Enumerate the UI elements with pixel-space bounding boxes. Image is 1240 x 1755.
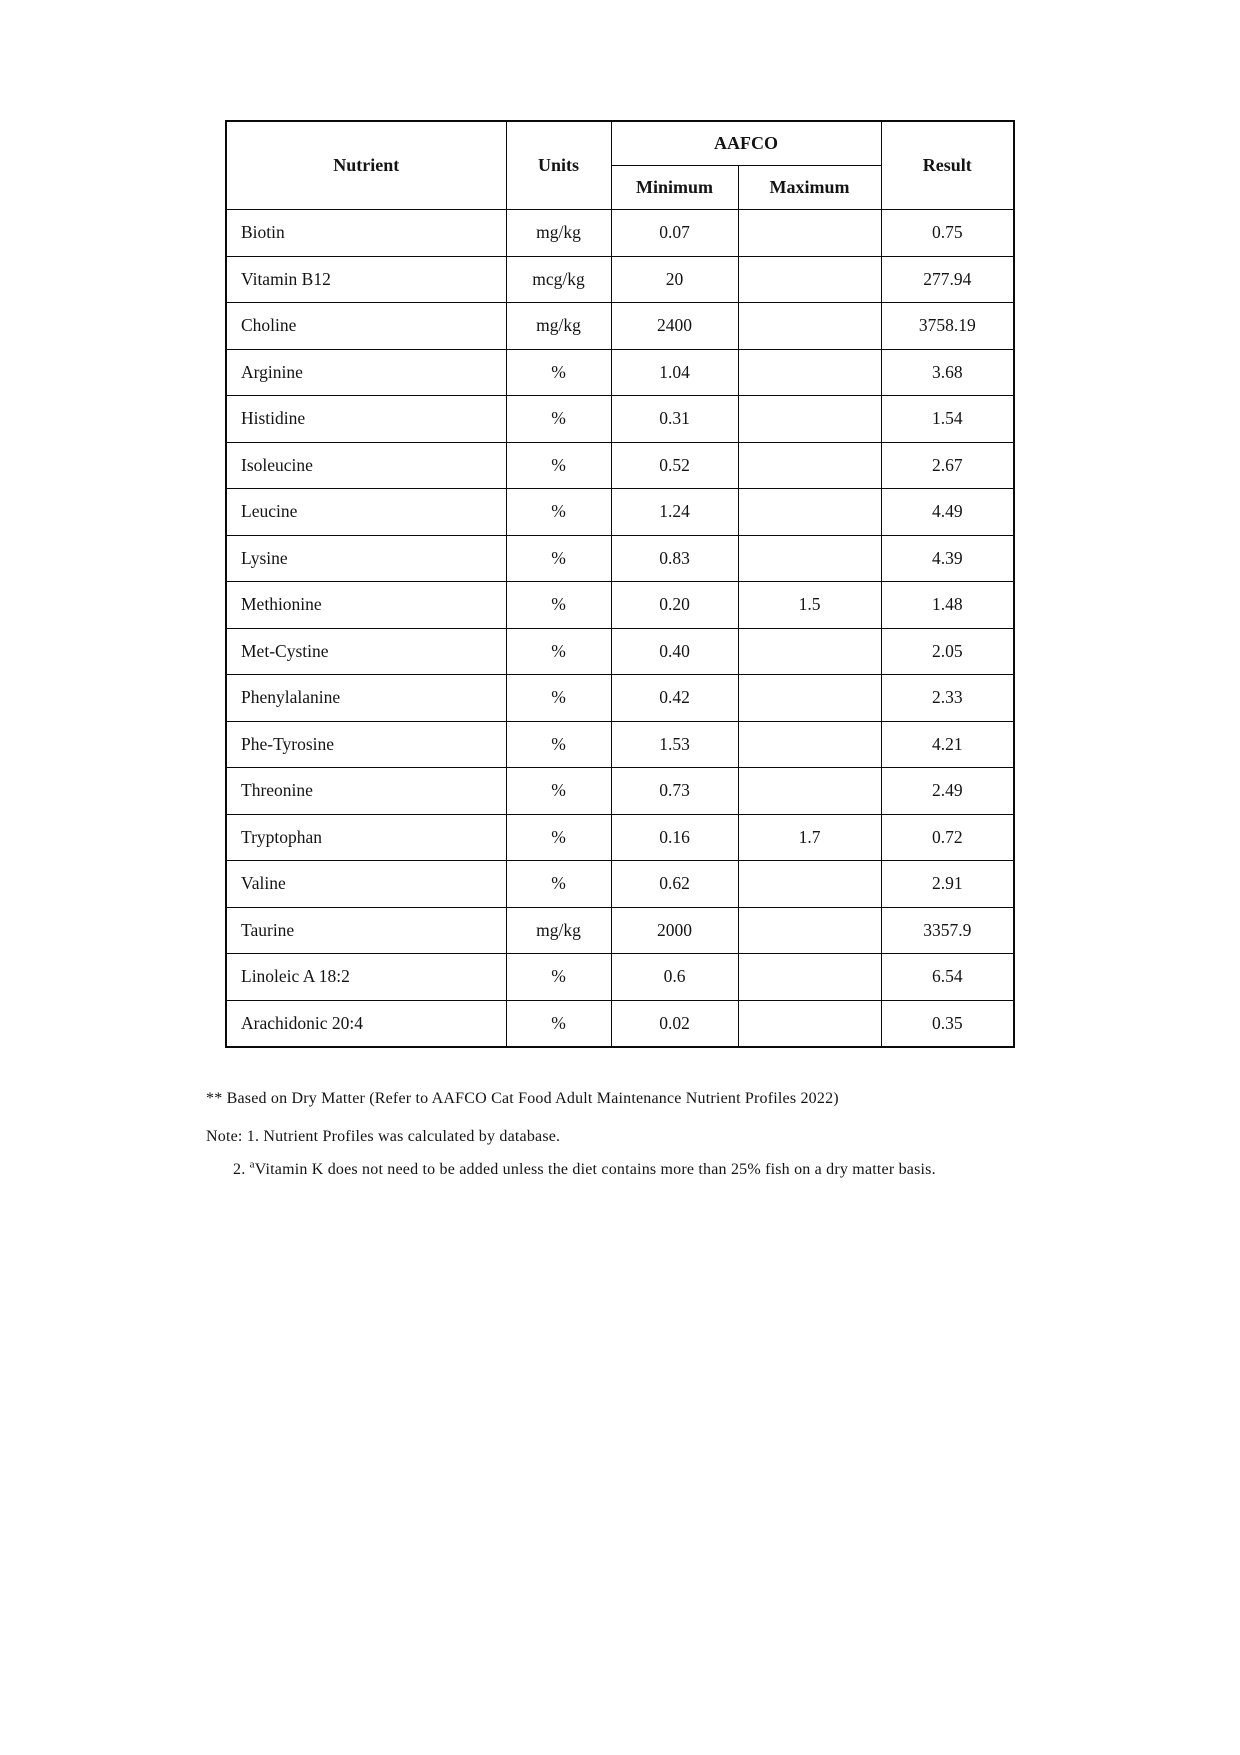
cell-result: 4.49 <box>881 489 1014 536</box>
cell-minimum: 0.40 <box>611 628 738 675</box>
table-row <box>226 349 1014 396</box>
table-row <box>226 768 1014 815</box>
cell-units: % <box>506 442 611 489</box>
cell-units: mcg/kg <box>506 256 611 303</box>
table-row <box>226 861 1014 908</box>
table-row <box>226 442 1014 489</box>
cell-maximum <box>738 675 881 722</box>
cell-units: % <box>506 582 611 629</box>
cell-result: 3357.9 <box>881 907 1014 954</box>
cell-nutrient: Biotin <box>226 210 506 257</box>
cell-units: % <box>506 535 611 582</box>
cell-minimum: 20 <box>611 256 738 303</box>
cell-nutrient: Leucine <box>226 489 506 536</box>
footnote-note2 <box>233 1158 936 1179</box>
cell-nutrient: Choline <box>226 303 506 350</box>
cell-units: % <box>506 396 611 443</box>
table-row <box>226 535 1014 582</box>
cell-minimum: 1.53 <box>611 721 738 768</box>
table-row <box>226 721 1014 768</box>
header-units: Units <box>506 121 611 210</box>
cell-result: 0.75 <box>881 210 1014 257</box>
cell-minimum: 1.04 <box>611 349 738 396</box>
cell-units: % <box>506 1000 611 1047</box>
cell-result: 0.35 <box>881 1000 1014 1047</box>
cell-maximum <box>738 442 881 489</box>
cell-nutrient: Tryptophan <box>226 814 506 861</box>
table-header <box>226 121 1014 210</box>
cell-units: mg/kg <box>506 303 611 350</box>
header-minimum: Minimum <box>611 166 738 210</box>
table-row <box>226 628 1014 675</box>
table-row <box>226 907 1014 954</box>
table-row <box>226 954 1014 1001</box>
cell-minimum: 2400 <box>611 303 738 350</box>
header-nutrient: Nutrient <box>226 121 506 210</box>
cell-minimum: 1.24 <box>611 489 738 536</box>
cell-maximum <box>738 256 881 303</box>
cell-maximum <box>738 768 881 815</box>
cell-nutrient: Phenylalanine <box>226 675 506 722</box>
cell-result: 2.67 <box>881 442 1014 489</box>
cell-nutrient: Arginine <box>226 349 506 396</box>
cell-result: 1.54 <box>881 396 1014 443</box>
cell-minimum: 0.62 <box>611 861 738 908</box>
cell-maximum <box>738 861 881 908</box>
cell-maximum <box>738 349 881 396</box>
cell-minimum: 0.16 <box>611 814 738 861</box>
table-row <box>226 814 1014 861</box>
cell-result: 0.72 <box>881 814 1014 861</box>
cell-result: 6.54 <box>881 954 1014 1001</box>
header-aafco: AAFCO <box>611 121 881 166</box>
footnote-note2-superscript: a <box>249 1158 255 1171</box>
cell-units: % <box>506 349 611 396</box>
cell-units: % <box>506 814 611 861</box>
cell-result: 1.48 <box>881 582 1014 629</box>
cell-maximum <box>738 210 881 257</box>
cell-minimum: 0.52 <box>611 442 738 489</box>
cell-result: 2.33 <box>881 675 1014 722</box>
cell-nutrient: Met-Cystine <box>226 628 506 675</box>
table-row <box>226 210 1014 257</box>
cell-maximum <box>738 396 881 443</box>
cell-minimum: 0.07 <box>611 210 738 257</box>
cell-nutrient: Methionine <box>226 582 506 629</box>
table-row <box>226 582 1014 629</box>
cell-result: 4.39 <box>881 535 1014 582</box>
cell-maximum: 1.7 <box>738 814 881 861</box>
cell-nutrient: Phe-Tyrosine <box>226 721 506 768</box>
table-row <box>226 675 1014 722</box>
cell-units: % <box>506 721 611 768</box>
cell-nutrient: Vitamin B12 <box>226 256 506 303</box>
cell-nutrient: Arachidonic 20:4 <box>226 1000 506 1047</box>
cell-units: mg/kg <box>506 907 611 954</box>
cell-result: 3758.19 <box>881 303 1014 350</box>
cell-result: 2.49 <box>881 768 1014 815</box>
cell-units: % <box>506 675 611 722</box>
cell-nutrient: Isoleucine <box>226 442 506 489</box>
cell-nutrient: Lysine <box>226 535 506 582</box>
footnote-note1: Note: 1. Nutrient Profiles was calculated by database. <box>206 1128 561 1145</box>
header-maximum: Maximum <box>738 166 881 210</box>
cell-minimum: 0.73 <box>611 768 738 815</box>
cell-minimum: 0.42 <box>611 675 738 722</box>
cell-result: 2.05 <box>881 628 1014 675</box>
cell-minimum: 0.6 <box>611 954 738 1001</box>
cell-units: % <box>506 768 611 815</box>
cell-maximum <box>738 907 881 954</box>
cell-minimum: 0.31 <box>611 396 738 443</box>
cell-nutrient: Taurine <box>226 907 506 954</box>
footnote-note2-text: Vitamin K does not need to be added unless the diet contains more than 25% fish on a dry matter basis. <box>254 1161 936 1178</box>
cell-minimum: 0.20 <box>611 582 738 629</box>
cell-nutrient: Threonine <box>226 768 506 815</box>
cell-units: % <box>506 489 611 536</box>
cell-maximum <box>738 628 881 675</box>
header-result: Result <box>881 121 1014 210</box>
table-row <box>226 256 1014 303</box>
cell-minimum: 2000 <box>611 907 738 954</box>
cell-maximum <box>738 303 881 350</box>
cell-maximum <box>738 721 881 768</box>
cell-nutrient: Valine <box>226 861 506 908</box>
cell-minimum: 0.83 <box>611 535 738 582</box>
cell-units: % <box>506 628 611 675</box>
cell-nutrient: Histidine <box>226 396 506 443</box>
table-row <box>226 396 1014 443</box>
footnote-dry-matter: ** Based on Dry Matter (Refer to AAFCO Cat Food Adult Maintenance Nutrient Profiles 2022) <box>206 1090 839 1107</box>
cell-result: 4.21 <box>881 721 1014 768</box>
cell-result: 277.94 <box>881 256 1014 303</box>
nutrient-analysis-table <box>225 120 1015 1048</box>
table-row <box>226 303 1014 350</box>
cell-minimum: 0.02 <box>611 1000 738 1047</box>
cell-maximum: 1.5 <box>738 582 881 629</box>
cell-maximum <box>738 535 881 582</box>
cell-units: % <box>506 861 611 908</box>
cell-nutrient: Linoleic A 18:2 <box>226 954 506 1001</box>
cell-maximum <box>738 1000 881 1047</box>
cell-maximum <box>738 489 881 536</box>
cell-maximum <box>738 954 881 1001</box>
table-body <box>226 210 1014 1048</box>
table-row <box>226 489 1014 536</box>
table-row <box>226 1000 1014 1047</box>
cell-units: % <box>506 954 611 1001</box>
cell-result: 3.68 <box>881 349 1014 396</box>
cell-units: mg/kg <box>506 210 611 257</box>
cell-result: 2.91 <box>881 861 1014 908</box>
footnote-note2-number: 2. <box>233 1161 250 1178</box>
